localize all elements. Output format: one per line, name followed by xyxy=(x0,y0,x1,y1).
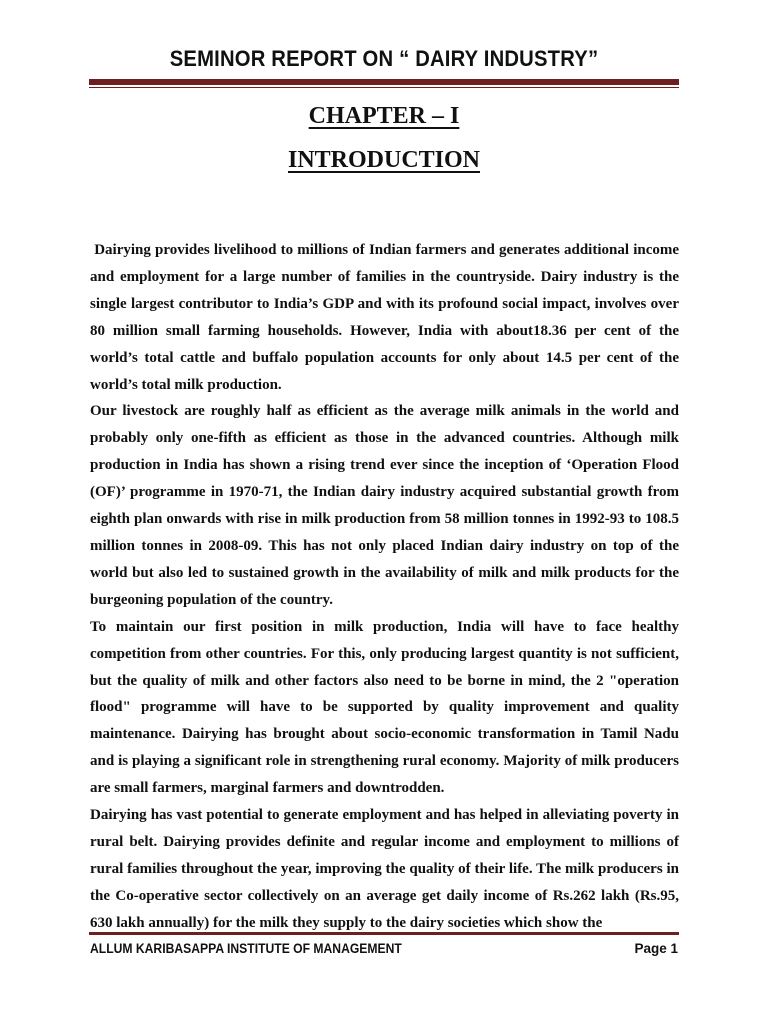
header-divider-thick xyxy=(89,79,679,85)
chapter-label: CHAPTER – I xyxy=(308,103,460,129)
paragraph-4: Dairying has vast potential to generate employment and has helped in alleviating poverty in rural belt. Dairying provides definite and regular income and employment to millions of rural families throughout the year, improving the quality of their life. The milk producers in the Co-operative sector collectively on an average get daily income of Rs.262 lakh (Rs.95, 630 lakh annually) for the milk they supply to the dairy societies which show the xyxy=(90,807,679,931)
chapter-heading xyxy=(0,103,768,130)
footer-institute: ALLUM KARIBASAPPA INSTITUTE OF MANAGEMENT xyxy=(90,941,402,956)
section-heading xyxy=(0,147,768,174)
footer-divider xyxy=(89,932,679,935)
paragraph-3: To maintain our first position in milk production, India will have to face healthy competition from other countries. For this, only producing largest quantity is not sufficient, but the quality of milk and other factors also need to be borne in mind, the 2 "operation flood" programme will have to be supported by quality improvement and quality maintenance. Dairying has brought about socio-economic transformation in Tamil Nadu and is playing a significant role in strengthening rural economy. Majority of milk producers are small farmers, marginal farmers and downtrodden. xyxy=(90,618,679,797)
paragraph-2: Our livestock are roughly half as efficient as the average milk animals in the world and probably only one-fifth as efficient as those in the advanced countries. Although milk production in India has shown a rising trend ever since the inception of ‘Operation Flood (OF)’ programme in 1970-71, the Indian dairy industry acquired substantial growth from eighth plan onwards with rise in milk production from 58 million tonnes in 1992-93 to 108.5 million tonnes in 2008-09. This has not only placed Indian dairy industry on top of the world but also led to sustained growth in the availability of milk and milk products for the burgeoning population of the country. xyxy=(90,403,679,608)
body-text xyxy=(90,237,683,937)
footer-page-number: Page 1 xyxy=(634,941,678,956)
report-header-title: SEMINOR REPORT ON “ DAIRY INDUSTRY” xyxy=(169,46,599,71)
section-title: INTRODUCTION xyxy=(287,147,481,173)
paragraph-1: Dairying provides livelihood to millions of Indian farmers and generates additional income and employment for a large number of families in the countryside. Dairy industry is the single largest contributor to India’s GDP and with its profound social impact, involves over 80 million small farming households. However, India with about18.36 per cent of the world’s total cattle and buffalo population accounts for only about 14.5 per cent of the world’s total milk production. xyxy=(90,242,683,393)
header-divider-thin xyxy=(89,87,679,88)
